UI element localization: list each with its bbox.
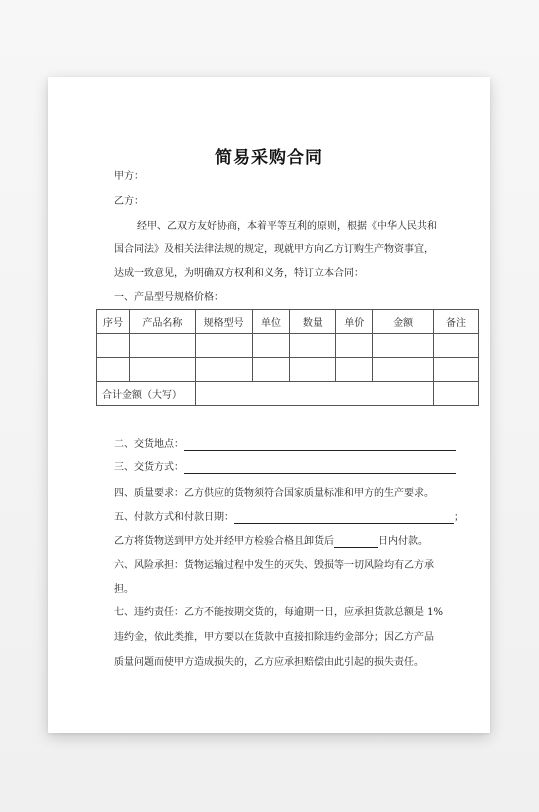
payment-terms-pre: 乙方将货物送到甲方处并经甲方检验合格且卸货后 <box>114 536 334 547</box>
section-7-line-3: 质量问题而使甲方造成损失的，乙方应承担赔偿由此引起的损失责任。 <box>114 657 424 668</box>
table-cell[interactable] <box>97 334 130 358</box>
table-cell[interactable] <box>290 358 336 382</box>
section-1-heading: 一、产品型号规格价格： <box>114 292 224 303</box>
payment-terms-post: 日内付款。 <box>378 536 428 547</box>
table-cell[interactable] <box>373 358 434 382</box>
party-b-label: 乙方： <box>114 196 144 207</box>
payment-method-blank[interactable] <box>234 513 454 524</box>
table-row <box>97 334 479 358</box>
table-cell[interactable] <box>434 358 479 382</box>
section-5-payment <box>114 512 464 524</box>
table-header-cell: 数量 <box>290 310 336 334</box>
section-2-label: 二、交货地点： <box>114 439 184 450</box>
table-header-cell: 金额 <box>373 310 434 334</box>
section-5-end: ； <box>454 512 464 523</box>
total-amount-label: 合计金额（大写） <box>97 382 196 406</box>
table-cell[interactable] <box>195 358 252 382</box>
total-amount-cell[interactable] <box>195 382 433 406</box>
section-6-risk-line-2: 担。 <box>114 584 134 595</box>
section-2-delivery-location <box>114 439 456 451</box>
intro-paragraph-line-1: 经甲、乙双方友好协商，本着平等互利的原则，根据《中华人民共和 <box>137 221 437 232</box>
payment-days-blank[interactable] <box>334 537 378 548</box>
table-cell[interactable] <box>336 358 373 382</box>
table-cell[interactable] <box>290 334 336 358</box>
section-7-line-1: 七、违约责任：乙方不能按期交货的，每逾期一日，应承担货款总额是 1% <box>114 607 444 618</box>
section-3-delivery-method <box>114 462 456 474</box>
table-header-cell: 序号 <box>97 310 130 334</box>
section-3-label: 三、交货方式： <box>114 462 184 473</box>
section-6-risk-line-1: 六、风险承担：货物运输过程中发生的灭失、毁损等一切风险均有乙方承 <box>114 560 434 571</box>
intro-paragraph-line-2: 国合同法》及相关法律法规的规定，现就甲方向乙方订购生产物资事宜， <box>114 244 434 255</box>
table-cell[interactable] <box>336 334 373 358</box>
delivery-location-blank[interactable] <box>184 440 456 451</box>
product-spec-table <box>96 309 479 406</box>
table-header-cell: 单价 <box>336 310 373 334</box>
table-total-row <box>97 382 479 406</box>
total-remark-cell[interactable] <box>434 382 479 406</box>
contract-title: 简易采购合同 <box>215 148 323 168</box>
intro-paragraph-line-3: 达成一致意见，为明确双方权利和义务，特订立本合同： <box>114 268 364 279</box>
section-5-payment-terms <box>114 536 428 548</box>
delivery-method-blank[interactable] <box>184 463 456 474</box>
table-cell[interactable] <box>252 334 290 358</box>
table-header-cell: 产品名称 <box>129 310 195 334</box>
table-header-cell: 备注 <box>434 310 479 334</box>
table-cell[interactable] <box>252 358 290 382</box>
table-cell[interactable] <box>195 334 252 358</box>
table-header-cell: 单位 <box>252 310 290 334</box>
section-4-quality: 四、质量要求：乙方供应的货物须符合国家质量标准和甲方的生产要求。 <box>114 488 434 499</box>
contract-page <box>48 77 490 733</box>
table-row <box>97 358 479 382</box>
party-a-label: 甲方： <box>114 171 144 182</box>
table-header-row <box>97 310 479 334</box>
section-7-line-2: 违约金，依此类推，甲方要以在货款中直接扣除违约金部分；因乙方产品 <box>114 632 434 643</box>
table-cell[interactable] <box>129 334 195 358</box>
table-header-cell: 规格型号 <box>195 310 252 334</box>
table-cell[interactable] <box>373 334 434 358</box>
section-5-label: 五、付款方式和付款日期： <box>114 512 234 523</box>
table-cell[interactable] <box>434 334 479 358</box>
table-cell[interactable] <box>97 358 130 382</box>
table-cell[interactable] <box>129 358 195 382</box>
